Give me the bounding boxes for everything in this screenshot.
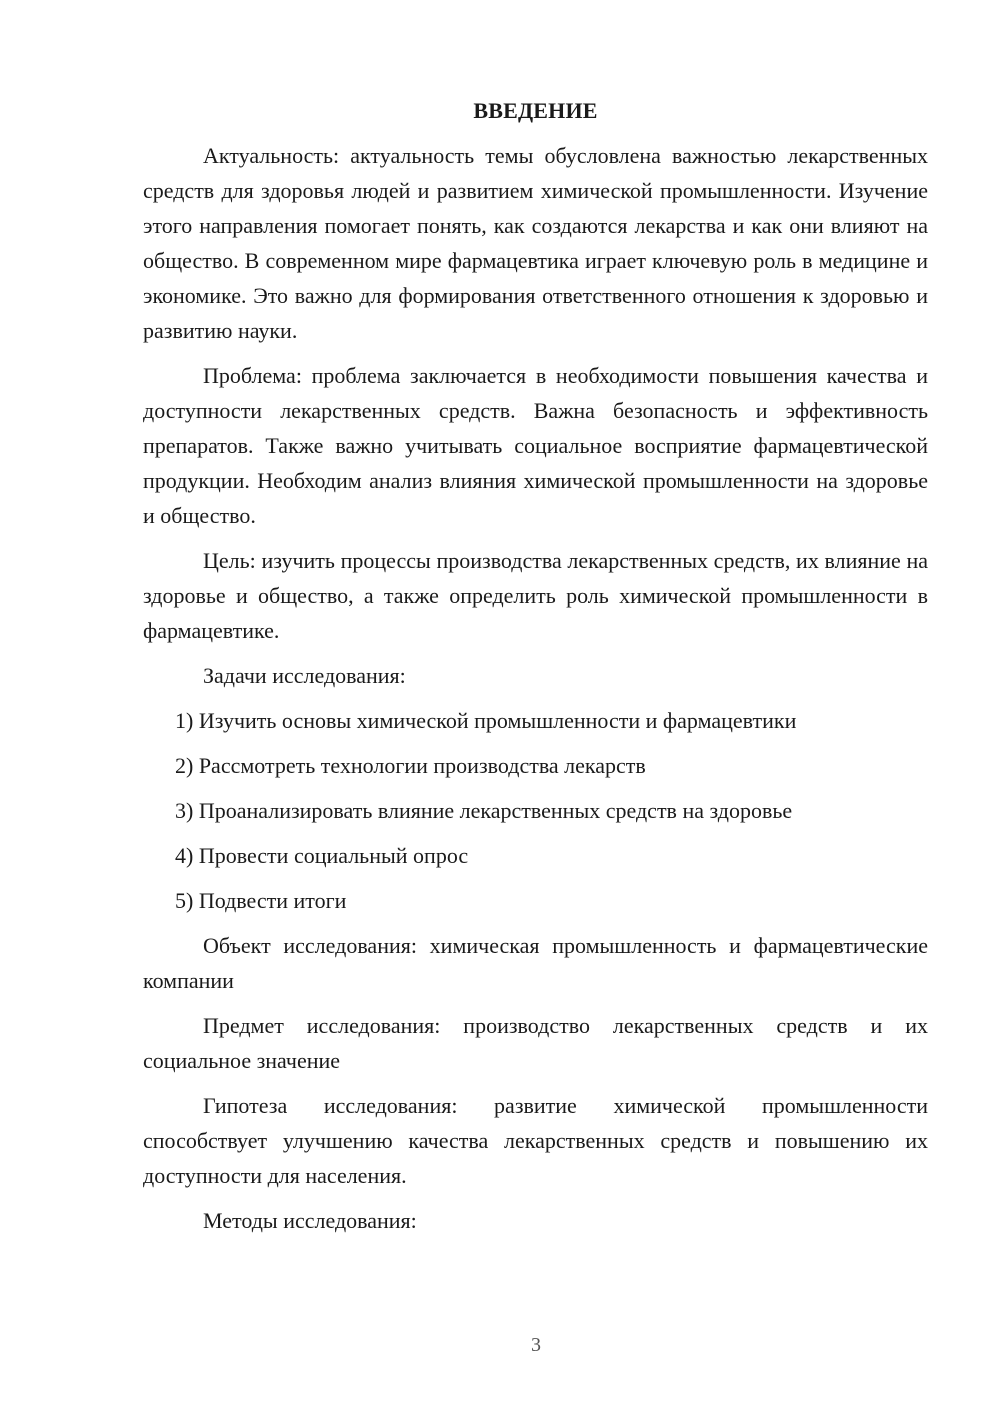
document-page	[143, 96, 928, 1248]
problem-paragraph: Проблема: проблема заключается в необходимости повышения качества и доступности лекарственных средств. Важна безопасность и эффективность препаратов. Также важно учитывать социальное восприятие фармацевтической продукции. Необходим анализ влияния химической промышленности на здоровье и общество.	[143, 363, 928, 528]
object-paragraph: Объект исследования: химическая промышленность и фармацевтические компании	[143, 933, 928, 993]
hypothesis-paragraph: Гипотеза исследования: развитие химической промышленности способствует улучшению качества лекарственных средств и повышению их доступности для населения.	[143, 1093, 928, 1188]
task-item: 3) Проанализировать влияние лекарственных средств на здоровье	[175, 798, 793, 823]
relevance-paragraph: Актуальность: актуальность темы обусловлена важностью лекарственных средств для здоровья людей и развитием химической промышленности. Изучение этого направления помогает понять, как создаются лекарства и как они влияют на общество. В современном мире фармацевтика играет ключевую роль в медицине и экономике. Это важно для формирования ответственного отношения к здоровью и развитию науки.	[143, 143, 928, 343]
tasks-list	[143, 703, 928, 918]
task-item: 5) Подвести итоги	[175, 888, 347, 913]
subject-paragraph: Предмет исследования: производство лекарственных средств и их социальное значение	[143, 1013, 928, 1073]
task-item: 1) Изучить основы химической промышленности и фармацевтики	[175, 708, 797, 733]
page-title: ВВЕДЕНИЕ	[473, 98, 598, 123]
task-item: 4) Провести социальный опрос	[175, 843, 469, 868]
task-item: 2) Рассмотреть технологии производства лекарств	[175, 753, 646, 778]
goal-paragraph: Цель: изучить процессы производства лекарственных средств, их влияние на здоровье и общество, а также определить роль химической промышленности в фармацевтике.	[143, 548, 928, 643]
methods-heading: Методы исследования:	[203, 1208, 417, 1233]
tasks-heading: Задачи исследования:	[203, 663, 406, 688]
page-number: 3	[531, 1334, 541, 1356]
